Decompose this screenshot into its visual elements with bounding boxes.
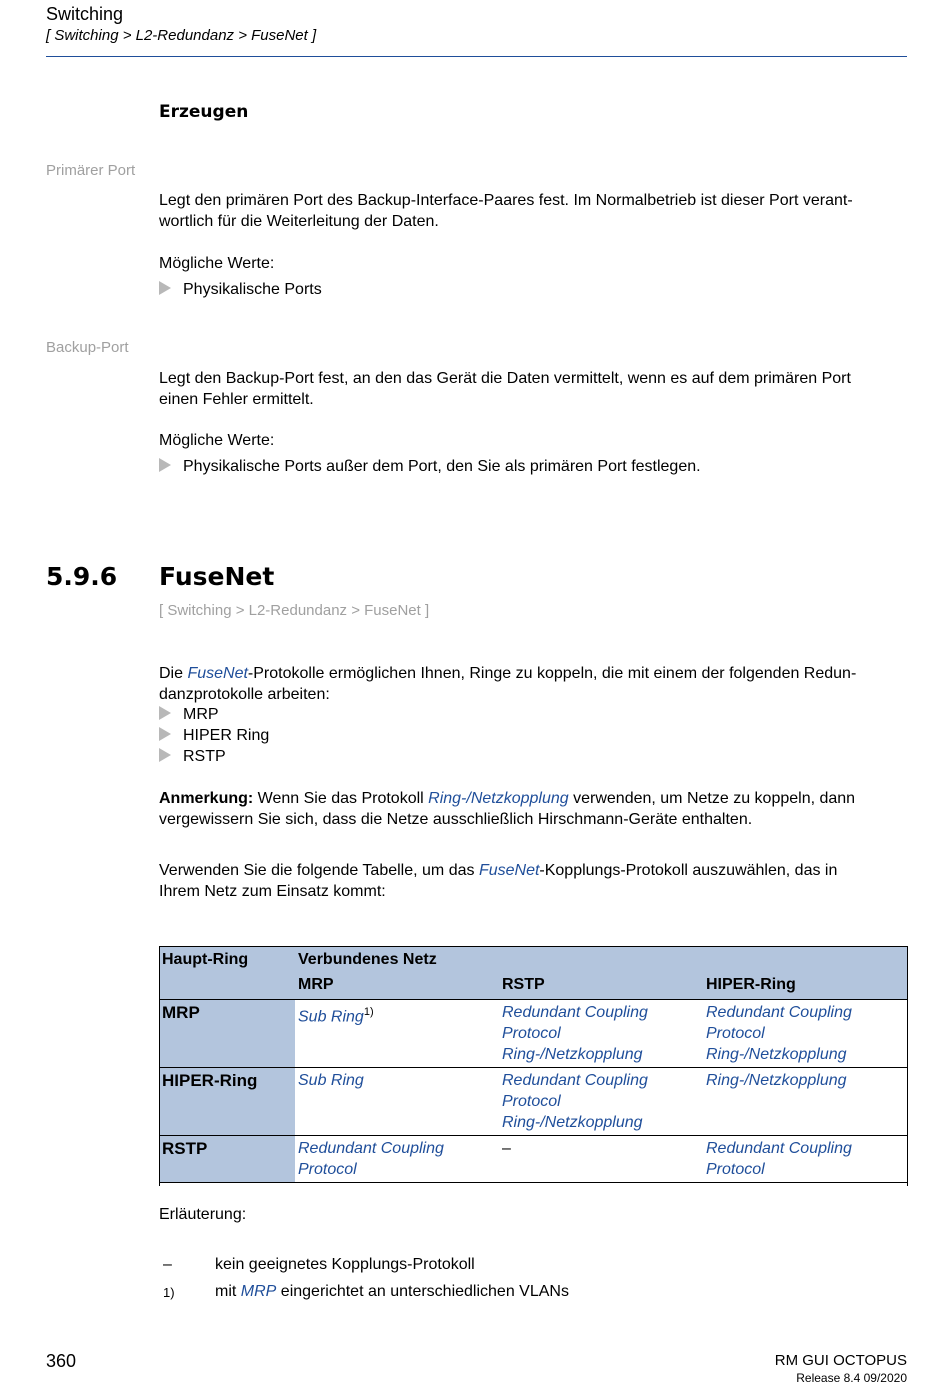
cell-mrp — [295, 1068, 499, 1136]
cell-hiper — [703, 1068, 907, 1136]
table-header-row — [159, 947, 907, 973]
cell-hiper — [703, 1136, 907, 1183]
running-header-title: Switching — [46, 4, 124, 24]
cell-value[interactable]: Protocol — [706, 1161, 765, 1178]
text: mit — [215, 1283, 241, 1300]
header-divider — [46, 56, 907, 57]
desc-line: Legt den Backup-Port fest, an den das Gerät die Daten vermittelt, wenn es auf dem primären Port — [159, 370, 851, 387]
cell-value[interactable]: Ring-/Netzkopplung — [502, 1114, 643, 1131]
bullet-text: Physikalische Ports außer dem Port, den Sie als primären Port festlegen. — [183, 458, 701, 475]
cell-value[interactable]: Ring-/Netzkopplung — [502, 1046, 643, 1063]
row-label: HIPER-Ring — [159, 1068, 295, 1136]
header-main-ring: Haupt-Ring — [159, 947, 295, 973]
row-label: RSTP — [159, 1136, 295, 1183]
cell-rstp — [499, 1068, 703, 1136]
running-header-path: [ Switching > L2-Redundanz > FuseNet ] — [46, 27, 317, 44]
cell-hiper — [703, 1000, 907, 1068]
page-number: 360 — [46, 1351, 77, 1371]
mrp-link[interactable]: MRP — [240, 1283, 277, 1300]
cell-value[interactable]: Ring-/Netzkopplung — [706, 1072, 847, 1089]
text: -Protokolle ermöglichen Ihnen, Ringe zu koppeln, die mit einem der folgenden Redun- — [247, 665, 857, 682]
intro-line — [159, 663, 907, 684]
cell-value[interactable]: Redundant Coupling — [502, 1004, 648, 1021]
cell-value[interactable]: Ring-/Netzkopplung — [706, 1046, 847, 1063]
subsection-heading: Erzeugen — [159, 102, 249, 122]
legend-key: – — [163, 1256, 172, 1273]
text: kein geeignetes Kopplungs-Protokoll — [215, 1256, 475, 1273]
row-label: MRP — [159, 1000, 295, 1068]
cell-value[interactable]: Protocol — [502, 1093, 561, 1110]
table-intro-line — [159, 860, 907, 881]
param-desc-backup-port — [159, 368, 907, 410]
bullet-item — [159, 279, 322, 300]
list-item-text: HIPER Ring — [183, 727, 270, 744]
table-row — [159, 1136, 907, 1183]
note-line — [159, 788, 907, 809]
list-item-text: RSTP — [183, 748, 226, 765]
footnote-marker: 1) — [363, 1006, 374, 1018]
intro-line: danzprotokolle arbeiten: — [159, 686, 330, 703]
cell-value[interactable]: Protocol — [706, 1025, 765, 1042]
section-number: 5.9.6 — [46, 562, 118, 591]
bullet-triangle-icon — [159, 727, 171, 741]
subheader-hiper-ring: HIPER-Ring — [703, 972, 907, 1000]
legend-key: 1) — [163, 1285, 175, 1300]
table-subheader-row — [159, 972, 907, 1000]
subheader-rstp: RSTP — [499, 972, 703, 1000]
section-title: FuseNet — [159, 562, 275, 591]
values-label: Mögliche Werte: — [159, 432, 275, 449]
cell-mrp — [295, 1136, 499, 1183]
legend-heading: Erläuterung: — [159, 1206, 247, 1223]
fusenet-link[interactable]: FuseNet — [187, 665, 248, 682]
bullet-text: Physikalische Ports — [183, 281, 322, 298]
cell-rstp — [499, 1136, 703, 1183]
coupling-protocol-table — [159, 946, 907, 1183]
desc-line: einen Fehler ermittelt. — [159, 391, 314, 408]
cell-value[interactable]: Redundant Coupling — [706, 1140, 852, 1157]
param-desc-primary-port — [159, 190, 907, 232]
text: eingerichtet an unterschiedlichen VLANs — [276, 1283, 569, 1300]
text: Wenn Sie das Protokoll — [253, 790, 429, 807]
protocol-list — [159, 704, 269, 767]
bullet-triangle-icon — [159, 458, 171, 472]
cell-value[interactable]: Sub Ring — [298, 1072, 364, 1089]
param-name-primary-port: Primärer Port — [46, 162, 136, 179]
desc-line: wortlich für die Weiterleitung der Daten. — [159, 213, 439, 230]
desc-line: Legt den primären Port des Backup-Interface-Paares fest. Im Normalbetrieb ist dieser Port verant- — [159, 192, 853, 209]
list-item-text: MRP — [183, 706, 219, 723]
table-row — [159, 1068, 907, 1136]
note-line: vergewissern Sie sich, dass die Netze ausschließlich Hirschmann-Geräte enthalten. — [159, 811, 753, 828]
cell-value: – — [502, 1140, 511, 1157]
cell-value[interactable]: Redundant Coupling — [502, 1072, 648, 1089]
text: Die — [159, 665, 188, 682]
cell-value[interactable]: Sub Ring — [298, 1008, 364, 1026]
cell-value[interactable]: Protocol — [502, 1025, 561, 1042]
text: Verwenden Sie die folgende Tabelle, um das — [159, 862, 479, 879]
cell-value[interactable]: Protocol — [298, 1161, 357, 1178]
text: -Kopplungs-Protokoll auszuwählen, das in — [539, 862, 838, 879]
document-title: RM GUI OCTOPUS — [774, 1352, 907, 1369]
table-row — [159, 1000, 907, 1068]
release-info: Release 8.4 09/2020 — [796, 1371, 907, 1385]
legend-text — [215, 1256, 475, 1274]
values-label: Mögliche Werte: — [159, 255, 275, 272]
bullet-triangle-icon — [159, 748, 171, 762]
list-item — [159, 704, 269, 725]
cell-mrp — [295, 1000, 499, 1068]
list-item — [159, 725, 269, 746]
section-path: [ Switching > L2-Redundanz > FuseNet ] — [159, 602, 430, 619]
fusenet-link[interactable]: FuseNet — [478, 862, 540, 879]
param-name-backup-port: Backup-Port — [46, 339, 129, 356]
note-label: Anmerkung: — [159, 790, 254, 807]
subheader-mrp: MRP — [295, 972, 499, 1000]
table-intro-line: Ihrem Netz zum Einsatz kommt: — [159, 883, 386, 900]
list-item — [159, 746, 269, 767]
bullet-item — [159, 456, 701, 477]
note-paragraph — [159, 788, 907, 830]
header-connected-network: Verbundenes Netz — [295, 947, 907, 973]
text: verwenden, um Netze zu koppeln, dann — [568, 790, 856, 807]
ring-netzkopplung-link[interactable]: Ring-/Netzkopplung — [428, 790, 569, 807]
bullet-triangle-icon — [159, 706, 171, 720]
table-intro — [159, 860, 907, 902]
legend-text — [215, 1283, 569, 1301]
cell-value[interactable]: Redundant Coupling — [298, 1140, 444, 1157]
cell-rstp — [499, 1000, 703, 1068]
intro-paragraph — [159, 663, 907, 705]
cell-value[interactable]: Redundant Coupling — [706, 1004, 852, 1021]
bullet-triangle-icon — [159, 281, 171, 295]
header-empty — [159, 972, 295, 1000]
